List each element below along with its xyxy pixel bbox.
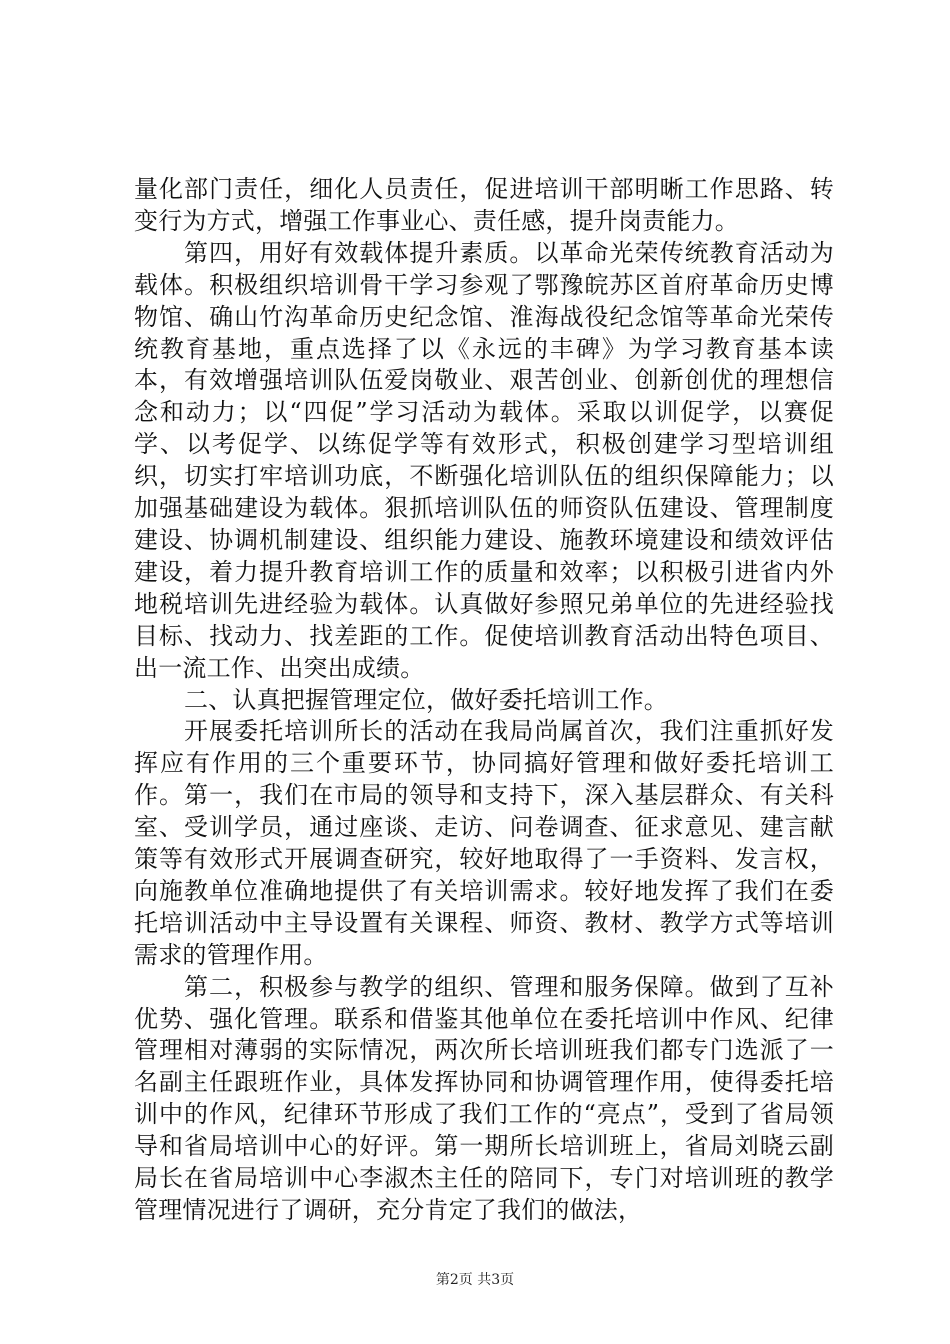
page-number-footer: 第2页 共3页: [435, 1272, 515, 1288]
body-paragraph: 第四，用好有效载体提升素质。以革命光荣传统教育活动为载体。积极组织培训骨干学习参观了鄂豫皖苏区首府革命历史博物馆、确山竹沟革命历史纪念馆、淮海战役纪念馆等革命光荣传统教育基地，重点选择了以《永远的丰碑》为学习教育基本读本，有效增强培训队伍爱岗敬业、艰苦创业、创新创优的理想信念和动力；以“四促”学习活动为载体。采取以训促学，以赛促学、以考促学、以练促学等有效形式，积极创建学习型培训组织，切实打牢培训功底，不断强化培训队伍的组织保障能力；以加强基础建设为载体。狠抓培训队伍的师资队伍建设、管理制度建设、协调机制建设、组织能力建设、施教环境建设和绩效评估建设，着力提升教育培训工作的质量和效率；以积极引进省内外地税培训先进经验为载体。认真做好参照兄弟单位的先进经验找目标、找动力、找差距的工作。促使培训教育活动出特色项目、出一流工作、出突出成绩。: [134, 238, 834, 682]
document-body: [134, 174, 834, 1227]
body-paragraph: 开展委托培训所长的活动在我局尚属首次，我们注重抓好发挥应有作用的三个重要环节，协同搞好管理和做好委托培训工作。第一，我们在市局的领导和支持下，深入基层群众、有关科室、受训学员，通过座谈、走访、问卷调查、征求意见、建言献策等有效形式开展调查研究，较好地取得了一手资料、发言权，向施教单位准确地提供了有关培训需求。较好地发挥了我们在委托培训活动中主导设置有关课程、师资、教材、教学方式等培训需求的管理作用。: [134, 717, 834, 969]
section-heading: 二、认真把握管理定位，做好委托培训工作。: [184, 685, 668, 714]
body-paragraph: 量化部门责任，细化人员责任，促进培训干部明晰工作思路、转变行为方式，增强工作事业心、责任感，提升岗责能力。: [134, 175, 834, 235]
body-paragraph: 第二，积极参与教学的组织、管理和服务保障。做到了互补优势、强化管理。联系和借鉴其他单位在委托培训中作风、纪律管理相对薄弱的实际情况，两次所长培训班我们都专门选派了一名副主任跟班作业，具体发挥协同和协调管理作用，使得委托培训中的作风，纪律环节形成了我们工作的“亮点”，受到了省局领导和省局培训中心的好评。第一期所长培训班上，省局刘晓云副局长在省局培训中心李淑杰主任的陪同下，专门对培训班的教学管理情况进行了调研，充分肯定了我们的做法，: [134, 972, 834, 1224]
